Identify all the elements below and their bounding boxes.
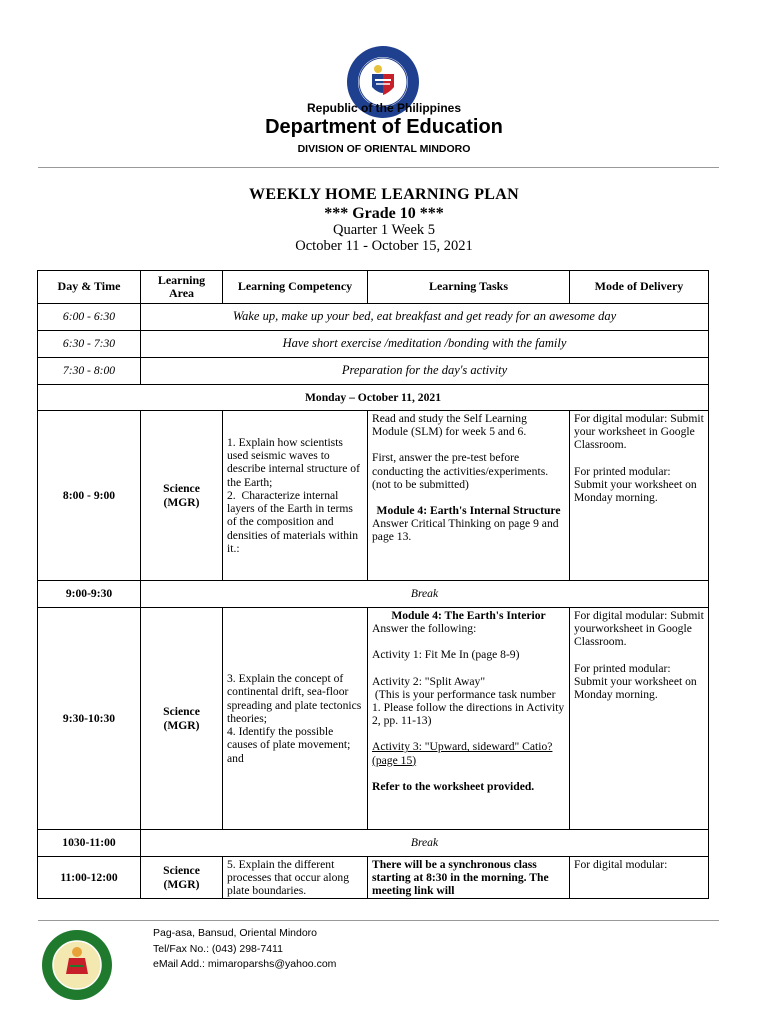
table-header-row xyxy=(38,271,709,304)
break-time: 9:00-9:30 xyxy=(38,581,141,608)
module-title: Module 4: The Earth's Interior xyxy=(391,609,546,622)
task-text: There will be a synchronous class starting at 8:30 in the morning. The meeting link will xyxy=(372,858,549,897)
task-text: First, answer the pre-test before conducting the activities/experiments. (not to be submitted) xyxy=(372,451,549,491)
date-range: October 11 - October 15, 2021 xyxy=(295,238,473,254)
mode-text: For digital modular: xyxy=(574,858,668,871)
table-row xyxy=(38,358,709,385)
break-label: Break xyxy=(141,581,709,608)
learning-plan-table xyxy=(37,270,709,899)
header-divider xyxy=(38,167,719,168)
routine-time: 6:30 - 7:30 xyxy=(38,331,141,358)
row-time: 9:30-10:30 xyxy=(38,608,141,830)
break-time: 1030-11:00 xyxy=(38,830,141,857)
header-day-time: Day & Time xyxy=(38,271,141,304)
competency-text: 5. Explain the different processes that occur along plate boundaries. xyxy=(227,858,350,897)
row-mode xyxy=(570,608,709,830)
mode-text: For printed modular: Submit your worksheet on Monday morning. xyxy=(574,464,697,505)
row-tasks xyxy=(368,857,570,899)
division-heading: DIVISION OF ORIENTAL MINDORO xyxy=(297,143,471,155)
task-text: Answer Critical Thinking on page 9 and page 13. xyxy=(372,517,559,544)
footer-divider xyxy=(38,920,719,921)
routine-activity: Wake up, make up your bed, eat breakfast and get ready for an awesome day xyxy=(141,304,709,331)
department-heading: Department of Education xyxy=(265,116,503,138)
mode-text: For digital modular: Submit your worksheet in Google Classroom. xyxy=(574,412,704,452)
day-header: Monday – October 11, 2021 xyxy=(38,385,709,411)
routine-activity: Have short exercise /meditation /bonding with the family xyxy=(141,331,709,358)
routine-time: 6:00 - 6:30 xyxy=(38,304,141,331)
header-learning-area: Learning Area xyxy=(141,271,223,304)
routine-activity: Preparation for the day's activity xyxy=(141,358,709,385)
header-learning-tasks: Learning Tasks xyxy=(368,271,570,304)
table-row xyxy=(38,331,709,358)
day-header-row xyxy=(38,385,709,411)
break-label: Break xyxy=(141,830,709,857)
table-row xyxy=(38,304,709,331)
mode-text: For printed modular: Submit your worksheet on Monday morning. xyxy=(574,661,697,702)
row-learning-area: Science (MGR) xyxy=(141,857,223,899)
plan-title: WEEKLY HOME LEARNING PLAN xyxy=(249,186,519,203)
row-mode xyxy=(570,411,709,581)
table-row xyxy=(38,608,709,830)
grade-title: *** Grade 10 *** xyxy=(324,205,444,222)
row-mode xyxy=(570,857,709,899)
footer-contact xyxy=(153,926,336,973)
school-seal-logo xyxy=(40,928,114,1002)
module-title: Module 4: Earth's Internal Structure xyxy=(376,504,561,518)
footer-telfax: Tel/Fax No.: (043) 298-7411 xyxy=(153,942,283,955)
task-text: Activity 1: Fit Me In (page 8-9) xyxy=(372,648,520,662)
republic-heading: Republic of the Philippines xyxy=(306,101,461,115)
quarter-week: Quarter 1 Week 5 xyxy=(332,222,436,238)
row-competency xyxy=(223,411,368,581)
row-time: 11:00-12:00 xyxy=(38,857,141,899)
task-text: Activity 2: "Split Away" (This is your performance task number 1. Please follow the directions in Activity 2, pp. 11-13) xyxy=(372,674,565,728)
row-learning-area: Science (MGR) xyxy=(141,608,223,830)
competency-text: 1. Explain how scientists used seismic waves to describe internal structure of the Earth; 2. Characterize internal layers of the Earth in terms of the composition and densities of materials within it.: xyxy=(227,436,360,555)
task-text: Answer the following: xyxy=(372,622,477,636)
header-mode-of-delivery: Mode of Delivery xyxy=(570,271,709,304)
row-learning-area: Science (MGR) xyxy=(141,411,223,581)
table-row xyxy=(38,411,709,581)
routine-time: 7:30 - 8:00 xyxy=(38,358,141,385)
competency-text: 3. Explain the concept of continental drift, sea-floor spreading and plate tectonics theories; 4. Identify the possible causes of plate movement; and xyxy=(227,672,362,765)
row-tasks xyxy=(368,411,570,581)
task-text: Read and study the Self Learning Module (SLM) for week 5 and 6. xyxy=(372,412,527,439)
table-row xyxy=(38,857,709,899)
row-time: 8:00 - 9:00 xyxy=(38,411,141,581)
row-competency xyxy=(223,608,368,830)
break-row xyxy=(38,581,709,608)
break-row xyxy=(38,830,709,857)
header-learning-competency: Learning Competency xyxy=(223,271,368,304)
mode-text: For digital modular: Submit yourworksheet in Google Classroom. xyxy=(574,609,704,649)
row-competency xyxy=(223,857,368,899)
footer-address: Pag-asa, Bansud, Oriental Mindoro xyxy=(153,927,318,939)
task-text: Refer to the worksheet provided. xyxy=(372,779,535,793)
task-text: Activity 3: "Upward, sideward" Catio? (page 15) xyxy=(372,740,553,767)
row-tasks xyxy=(368,608,570,830)
footer-email: eMail Add.: mimaroparshs@yahoo.com xyxy=(153,958,337,970)
